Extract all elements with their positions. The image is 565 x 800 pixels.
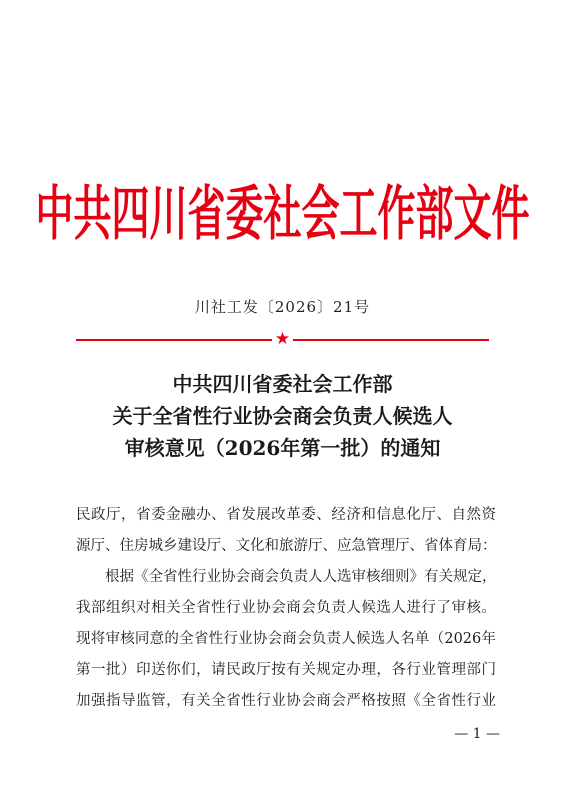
body-line: 我部组织对相关全省性行业协会商会负责人候选人进行了审核。 bbox=[76, 600, 496, 616]
document-number: 川社工发〔2026〕21号 bbox=[194, 298, 371, 316]
page-number: — 1 — bbox=[454, 726, 500, 742]
notice-title bbox=[0, 368, 565, 464]
star-icon: ★ bbox=[274, 329, 291, 349]
body-line: 民政厅，省委金融办、省发展改革委、经济和信息化厅、自然资 bbox=[76, 507, 496, 523]
notice-title-line: 关于全省性行业协会商会负责人候选人 bbox=[112, 404, 453, 428]
body-line: 第一批）印送你们，请民政厅按有关规定办理，各行业管理部门 bbox=[76, 662, 496, 678]
body-line: 根据《全省性行业协会商会负责人人选审核细则》有关规定， bbox=[105, 569, 497, 585]
red-divider bbox=[76, 331, 489, 349]
notice-title-line: 审核意见（2026年第一批）的通知 bbox=[124, 436, 441, 460]
divider-line-right bbox=[293, 339, 489, 341]
document-header-title: 中共四川省委社会工作部文件 bbox=[35, 179, 530, 249]
divider-line-left bbox=[76, 339, 272, 341]
notice-title-line: 中共四川省委社会工作部 bbox=[172, 372, 393, 396]
notice-body bbox=[76, 500, 496, 717]
body-line: 现将审核同意的全省性行业协会商会负责人候选人名单（2026年 bbox=[76, 631, 496, 647]
body-line: 加强指导监管，有关全省性行业协会商会严格按照《全省性行业 bbox=[76, 693, 496, 709]
body-line: 源厅、住房城乡建设厅、文化和旅游厅、应急管理厅、省体育局： bbox=[76, 538, 497, 554]
